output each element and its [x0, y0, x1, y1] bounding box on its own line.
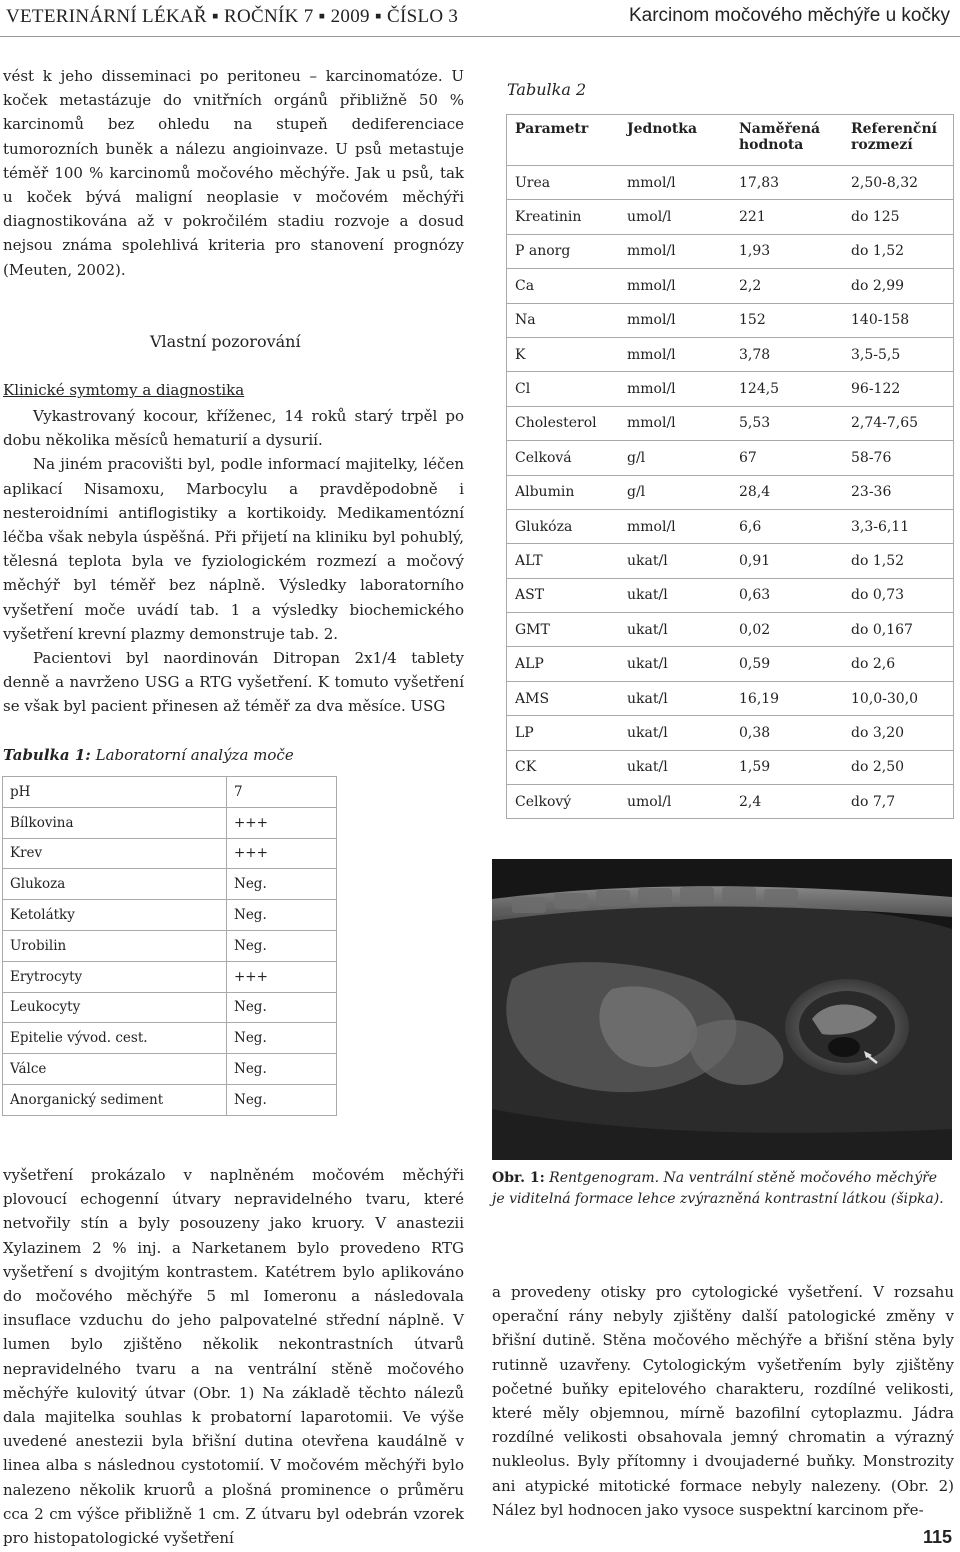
table-cell-value: 1,59 — [731, 750, 843, 784]
table-cell-parameter: Urobilin — [3, 930, 227, 961]
table-cell-value: 1,93 — [731, 234, 843, 268]
table-cell-value: 221 — [731, 200, 843, 234]
table-row — [507, 303, 954, 337]
table-row — [507, 716, 954, 750]
table-row — [507, 578, 954, 612]
table-cell-unit: umol/l — [619, 200, 731, 234]
table-row — [507, 544, 954, 578]
table-cell-parameter: AMS — [507, 681, 620, 715]
table-row — [3, 1084, 337, 1115]
table-cell-unit: mmol/l — [619, 269, 731, 303]
table1-caption-text: Laboratorní analýza moče — [90, 746, 294, 764]
table-cell-parameter: Kreatinin — [507, 200, 620, 234]
table-cell-parameter: Celkový — [507, 785, 620, 819]
column-header: Parametr — [507, 115, 620, 166]
table-cell-parameter: Glukóza — [507, 509, 620, 543]
table-row — [3, 777, 337, 808]
column-header: Jednotka — [619, 115, 731, 166]
table-cell-reference: 3,5-5,5 — [843, 337, 954, 371]
table-cell-parameter: P anorg — [507, 234, 620, 268]
paragraph: vyšetření prokázalo v naplněném močovém měchýři plovoucí echogenní útvary nepravidelného tvaru, které netvořily stín a byly posouzeny jako kruory. V anastezii Xylazinem 2 % inj. a Narketanem bylo provedeno RTG vyšetření s dvojitým kontrastem. Katétrem bylo aplikováno do močového měchýře 5 ml Iomeronu a následovala insuflace vzduchu do jeho palpovatelné střední náplně. V lumen bylo zjištěno několik nekontrastních útvarů nepravidelného tvaru a na ventrální stěně močového měchýře kulovitý útvar (Obr. 1) Na základě těchto nálezů dala majitelka souhlas k probatorní laparotomii. Ve výše uvedené anestezii byla břišní dutina otevřena kaudálně v linea alba s následnou cystotomií. V močovém měchýři bylo nalezeno několik kruorů a plošná prominence o průměru cca 2 cm výšce přibližně 1 cm. Z útvaru byl odebrán vzorek pro histopatologické vyšetření — [3, 1166, 464, 1548]
table-cell-value: 17,83 — [731, 166, 843, 200]
table-cell-parameter: ALP — [507, 647, 620, 681]
table-row — [3, 992, 337, 1023]
table-row — [507, 372, 954, 406]
table-row — [507, 166, 954, 200]
table-cell-parameter: Bílkovina — [3, 807, 227, 838]
table-cell-unit: mmol/l — [619, 372, 731, 406]
table-cell-result: Neg. — [227, 1054, 337, 1085]
table-cell-result: Neg. — [227, 1023, 337, 1054]
table-cell-unit: ukat/l — [619, 750, 731, 784]
table-cell-parameter: Krev — [3, 838, 227, 869]
table-cell-reference: do 0,73 — [843, 578, 954, 612]
journal-title: VETERINÁRNÍ LÉKAŘ ▪ ROČNÍK 7 ▪ 2009 ▪ ČÍSLO 3 — [6, 6, 459, 27]
table-cell-unit: ukat/l — [619, 716, 731, 750]
radiograph-drawing — [492, 859, 952, 1160]
table-row — [507, 681, 954, 715]
column-header: Referenční rozmezí — [843, 115, 954, 166]
table-cell-result: +++ — [227, 961, 337, 992]
blood-chemistry-table — [506, 114, 954, 819]
table-cell-reference: do 2,99 — [843, 269, 954, 303]
table-cell-value: 2,4 — [731, 785, 843, 819]
table-cell-reference: do 2,50 — [843, 750, 954, 784]
table-cell-value: 28,4 — [731, 475, 843, 509]
table-cell-value: 152 — [731, 303, 843, 337]
table-cell-result: Neg. — [227, 930, 337, 961]
left-column-bottom — [3, 1163, 464, 1550]
table-cell-unit: ukat/l — [619, 544, 731, 578]
table-cell-parameter: Glukoza — [3, 869, 227, 900]
table-cell-parameter: Epitelie vývod. cest. — [3, 1023, 227, 1054]
table-cell-reference: 23-36 — [843, 475, 954, 509]
table-cell-value: 0,63 — [731, 578, 843, 612]
table-cell-parameter: LP — [507, 716, 620, 750]
running-title: Karcinom močového měchýře u kočky — [628, 5, 950, 26]
column-header: Naměřená hodnota — [731, 115, 843, 166]
table-cell-unit: ukat/l — [619, 647, 731, 681]
subsection-heading: Klinické symtomy a diagnostika — [3, 381, 245, 399]
table-row — [507, 269, 954, 303]
table-cell-reference: do 125 — [843, 200, 954, 234]
table-row — [507, 509, 954, 543]
table-cell-value: 0,02 — [731, 613, 843, 647]
table-cell-value: 16,19 — [731, 681, 843, 715]
table-cell-parameter: Leukocyty — [3, 992, 227, 1023]
table-cell-parameter: Válce — [3, 1054, 227, 1085]
table-cell-value: 67 — [731, 441, 843, 475]
table-cell-unit: mmol/l — [619, 234, 731, 268]
table-cell-unit: g/l — [619, 441, 731, 475]
table1-caption-label: Tabulka 1: — [3, 746, 91, 764]
table-cell-value: 5,53 — [731, 406, 843, 440]
table-row — [507, 750, 954, 784]
urine-analysis-table — [2, 776, 337, 1116]
page-header — [0, 0, 960, 36]
table-cell-reference: 140-158 — [843, 303, 954, 337]
table-cell-value: 0,59 — [731, 647, 843, 681]
figure1-caption — [492, 1168, 954, 1210]
paragraph: vést k jeho disseminaci po peritoneu – karcinomatóze. U koček metastázuje do vnitřních orgánů přibližně 50 % karcinomů bez ohledu na stupeň dediferenciace tumorozních buněk a nálezu angioinvaze. U psů metastuje téměř 100 % karcinomů močového měchýře. Jak u psů, tak u koček bývá maligní neoplasie v močovém měchýři diagnostikována až v pokročilém stadiu rozvoje a dosud nejsou známa spolehlivá kriteria pro stanovení prognózy (Meuten, 2002). — [3, 67, 464, 279]
table-cell-reference: do 1,52 — [843, 234, 954, 268]
table-cell-reference: 96-122 — [843, 372, 954, 406]
table-row — [3, 1023, 337, 1054]
table-cell-result: +++ — [227, 838, 337, 869]
table-cell-reference: do 3,20 — [843, 716, 954, 750]
table-cell-reference: 58-76 — [843, 441, 954, 475]
table-cell-parameter: Anorganický sediment — [3, 1084, 227, 1115]
table-cell-reference: do 2,6 — [843, 647, 954, 681]
table-cell-parameter: Cholesterol — [507, 406, 620, 440]
table-row — [3, 900, 337, 931]
table-header-row — [507, 115, 954, 166]
table-row — [507, 200, 954, 234]
table-cell-unit: mmol/l — [619, 303, 731, 337]
paragraph: Pacientovi byl naordinován Ditropan 2x1/4 tablety denně a navrženo USG a RTG vyšetření. K tomuto vyšetření se však byl pacient přinesen až téměř za dva měsíce. USG — [3, 649, 464, 716]
table-cell-reference: do 0,167 — [843, 613, 954, 647]
table-cell-parameter: pH — [3, 777, 227, 808]
table-cell-parameter: Urea — [507, 166, 620, 200]
table-row — [507, 441, 954, 475]
table-row — [507, 406, 954, 440]
table-row — [3, 807, 337, 838]
table-cell-unit: mmol/l — [619, 509, 731, 543]
table-cell-reference: do 7,7 — [843, 785, 954, 819]
figure1-caption-text: Rentgenogram. Na ventrální stěně močového měchýře je viditelná formace lehce zvýrazněná kontrastní látkou (šipka). — [492, 1170, 944, 1207]
table-cell-parameter: Celková — [507, 441, 620, 475]
table-cell-reference: do 1,52 — [843, 544, 954, 578]
table-cell-value: 0,91 — [731, 544, 843, 578]
table-cell-parameter: Cl — [507, 372, 620, 406]
table-row — [507, 613, 954, 647]
table-row — [3, 930, 337, 961]
table-cell-unit: ukat/l — [619, 578, 731, 612]
table-cell-unit: mmol/l — [619, 166, 731, 200]
table-cell-value: 2,2 — [731, 269, 843, 303]
radiograph-image — [492, 859, 952, 1160]
table-row — [507, 647, 954, 681]
table-cell-reference: 3,3-6,11 — [843, 509, 954, 543]
table-cell-parameter: ALT — [507, 544, 620, 578]
table-cell-unit: umol/l — [619, 785, 731, 819]
table-cell-result: Neg. — [227, 900, 337, 931]
paragraph: Vykastrovaný kocour, kříženec, 14 roků starý trpěl po dobu několika měsíců hematurií a dysurií. — [3, 407, 464, 450]
table-cell-value: 0,38 — [731, 716, 843, 750]
table-cell-parameter: Albumin — [507, 475, 620, 509]
table-cell-parameter: GMT — [507, 613, 620, 647]
table-cell-result: 7 — [227, 777, 337, 808]
table-cell-result: Neg. — [227, 992, 337, 1023]
table-cell-reference: 10,0-30,0 — [843, 681, 954, 715]
table-cell-value: 124,5 — [731, 372, 843, 406]
table-cell-unit: mmol/l — [619, 337, 731, 371]
left-column-clinical — [3, 404, 464, 719]
table-row — [3, 838, 337, 869]
table-row — [507, 785, 954, 819]
paragraph: a provedeny otisky pro cytologické vyšetření. V rozsahu operační rány nebyly zjištěny další patologické změny v břišní dutině. Stěna močového měchýře a břišní stěna byly rutinně uzavřeny. Cytologickým vyšetřením byly zjištěny početné buňky epitelového charakteru, rozdílné velikosti, které měly objemnou, mírně bazofilní cytoplazmu. Jádra rozdílné velikosti obsahovala jemný chromatin a výrazný nukleolus. Byly přítomny i dvoujaderné buňky. Monstrozity ani atypické mitotické formace nebyly nalezeny. (Obr. 2) Nález byl hodnocen jako vysoce suspektní karcinom pře- — [492, 1283, 954, 1519]
table1-caption — [3, 746, 294, 764]
left-column-top — [3, 64, 464, 282]
right-column-bottom — [492, 1280, 954, 1522]
paragraph: Na jiném pracovišti byl, podle informací majitelky, léčen aplikací Nisamoxu, Marbocylu a pravděpodobně i nesteroidními antiflogistiky a kortikoidy. Medikamentózní léčba však nebyla úspěšná. Při přijetí na kliniku byl pohublý, tělesná teplota byla ve fyziologickém rozmezí a močový měchýř byl téměř bez náplně. Výsledky laboratorního vyšetření moče uvádí tab. 1 a výsledky biochemického vyšetření krevní plazmy demonstruje tab. 2. — [3, 455, 464, 643]
table-cell-unit: ukat/l — [619, 613, 731, 647]
table-cell-reference: 2,74-7,65 — [843, 406, 954, 440]
table-row — [3, 961, 337, 992]
table-row — [3, 869, 337, 900]
page-number: 115 — [922, 1527, 952, 1547]
table-row — [507, 234, 954, 268]
table-cell-reference: 2,50-8,32 — [843, 166, 954, 200]
table-cell-value: 6,6 — [731, 509, 843, 543]
header-rule — [0, 36, 960, 37]
table-cell-unit: mmol/l — [619, 406, 731, 440]
table-cell-parameter: K — [507, 337, 620, 371]
table-row — [507, 337, 954, 371]
table-cell-parameter: Ca — [507, 269, 620, 303]
table-cell-parameter: AST — [507, 578, 620, 612]
table-cell-unit: g/l — [619, 475, 731, 509]
table-cell-parameter: Ketolátky — [3, 900, 227, 931]
section-heading: Vlastní pozorování — [150, 332, 301, 351]
figure1-label: Obr. 1: — [492, 1170, 545, 1186]
table-cell-parameter: Erytrocyty — [3, 961, 227, 992]
table-row — [507, 475, 954, 509]
table-cell-result: Neg. — [227, 869, 337, 900]
table-cell-parameter: CK — [507, 750, 620, 784]
table-row — [3, 1054, 337, 1085]
table2-caption: Tabulka 2 — [507, 80, 587, 99]
table-cell-unit: ukat/l — [619, 681, 731, 715]
table-cell-result: Neg. — [227, 1084, 337, 1115]
table-cell-value: 3,78 — [731, 337, 843, 371]
table-cell-parameter: Na — [507, 303, 620, 337]
table-cell-result: +++ — [227, 807, 337, 838]
